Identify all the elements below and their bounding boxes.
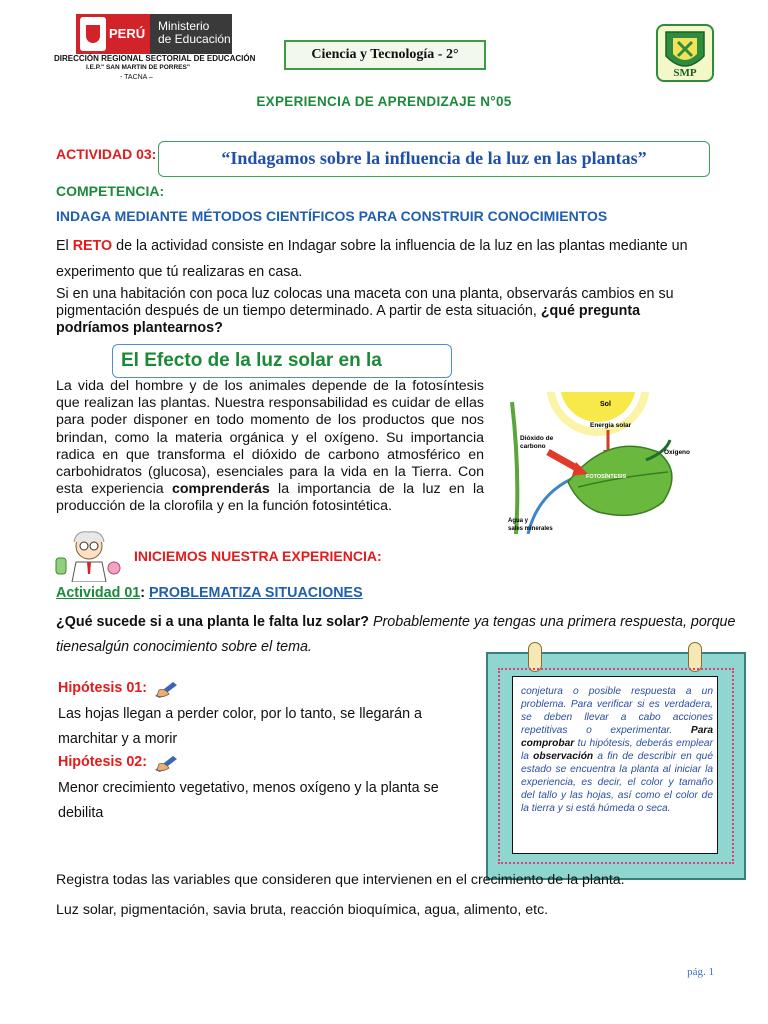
ministry-line-1: Ministerio [158, 19, 210, 33]
reto-paragraph: El RETO de la actividad consiste en Indagar sobre la influencia de la luz en las plantas mediante un experimento que tú realizaras en casa. [56, 238, 688, 280]
photosynthesis-diagram [498, 392, 698, 534]
question-bold: ¿Qué sucede si a una planta le falta luz solar? [56, 614, 370, 630]
hypothesis-2-text: Menor crecimiento vegetativo, menos oxígeno y la planta se debilita [58, 780, 439, 821]
diagram-dioxido-2: carbono [520, 443, 546, 450]
section-title: El Efecto de la luz solar en la [121, 350, 382, 371]
peru-flag-block [76, 14, 150, 54]
situation-paragraph: Si en una habitación con poca luz colocas una maceta con una planta, observarás cambios en su pigmentación después de un tiempo determinado. A partir de esta situación, ¿qué pregunta podríamos plantearnos? [56, 286, 674, 336]
note-text: conjetura o posible respuesta a un problema. Para verificar si es verdadera, se deben llevar a cabo acciones repetitivas o experimentar. Para comprobar tu hipótesis, deberás emplear la observación a fin de describir en qué estado se encuentra la planta al iniciar la experiencia, es decir, el color y tamaño del tallo y las hojas, así como el color de la tierra y si está húmeda o seca. [521, 686, 713, 814]
diagram-oxigeno: Oxígeno [664, 449, 691, 456]
hypothesis-1-label-row [58, 678, 181, 698]
note-card [512, 676, 718, 854]
section-title-box [112, 344, 452, 378]
activity-title-box [158, 141, 710, 177]
situation-question: ¿qué pregunta podríamos plantearnos? [56, 303, 641, 336]
competencia-text: INDAGA MEDIANTE MÉTODOS CIENTÍFICOS PARA CONSTRUIR CONOCIMIENTOS [56, 208, 608, 224]
hypothesis-note-board [486, 652, 746, 880]
variables-text: Luz solar, pigmentación, savia bruta, reacción bioquímica, agua, alimento, etc. [56, 902, 549, 918]
hypothesis-1-text: Las hojas llegan a perder color, por lo tanto, se llegarán a marchitar y a morir [58, 706, 423, 747]
reto-keyword: RETO [72, 238, 113, 254]
ministry-block [150, 14, 232, 54]
page-number: pág. 1 [687, 966, 714, 978]
course-label: Ciencia y Tecnología - 2° [311, 47, 459, 62]
writing-hand-icon [151, 678, 181, 698]
note-dotted-frame [498, 668, 734, 864]
ministry-line-2: de Educación [158, 32, 231, 46]
iniciemos-heading: INICIEMOS NUESTRA EXPERIENCIA: [134, 548, 382, 564]
diagram-dioxido-1: Dióxido de [520, 435, 554, 442]
course-box [284, 40, 486, 70]
header-direccion: DIRECCIÓN REGIONAL SECTORIAL DE EDUCACIÓN [54, 54, 256, 63]
scientist-icon [54, 528, 124, 582]
activity-label: ACTIVIDAD 03: [56, 146, 157, 162]
main-question: ¿Qué sucede si a una planta le falta luz solar? Probablemente ya tengas una primera respuesta, porque tienesalgún conocimiento sobre el tema. [56, 614, 736, 655]
hypothesis-2-label: Hipótesis 02: [58, 754, 147, 771]
diagram-fotosintesis: FOTOSÍNTESIS [586, 474, 627, 480]
competencia-label: COMPETENCIA: [56, 183, 165, 199]
diagram-agua-1: Agua y [508, 518, 529, 524]
peru-shield-icon [80, 17, 106, 51]
experience-title: EXPERIENCIA DE APRENDIZAJE N°05 [256, 94, 512, 109]
writing-hand-icon [151, 752, 181, 772]
comprenderas-keyword: comprenderás [171, 481, 270, 498]
logo-country: PERÚ [109, 26, 146, 41]
diagram-energia: Energía solar [590, 422, 632, 429]
actividad01-label: Actividad 01 [56, 585, 141, 601]
diagram-sol: Sol [600, 401, 611, 408]
diagram-agua-2: sales minerales [508, 526, 553, 532]
school-emblem-icon [658, 26, 712, 80]
activity-title: “Indagamos sobre la influencia de la luz en las plantas” [221, 148, 647, 168]
photosynthesis-paragraph: La vida del hombre y de los animales depende de la fotosíntesis que realizan las plantas. Nuestra responsabilidad es cuidar de ellas para poder disponer en todo momento de los productos que nos brindan, como la materia orgánica y el oxígeno. Su importancia radica en que transforma el dióxido de carbono atmosférico en carbohidratos (glucosa), esenciales para la vida en la Tierra. Con esta experiencia comprenderás la importancia de la luz en la producción de la clorofila y en la función fotosintética. [56, 378, 484, 515]
hypothesis-2-label-row [58, 752, 181, 772]
school-emblem [656, 24, 714, 82]
actividad01-heading: Actividad 01: PROBLEMATIZA SITUACIONES [56, 585, 363, 601]
registra-text: Registra todas las variables que consideren que intervienen en el crecimiento de la planta. [56, 872, 625, 888]
minedu-logo [76, 14, 232, 54]
header-city: - TACNA – [120, 74, 153, 81]
hypothesis-1-label: Hipótesis 01: [58, 680, 147, 697]
school-emblem-text: SMP [673, 67, 697, 79]
problematiza-link: PROBLEMATIZA SITUACIONES [148, 585, 363, 601]
header-school: I.E.P." SAN MARTIN DE PORRES" [86, 64, 190, 71]
